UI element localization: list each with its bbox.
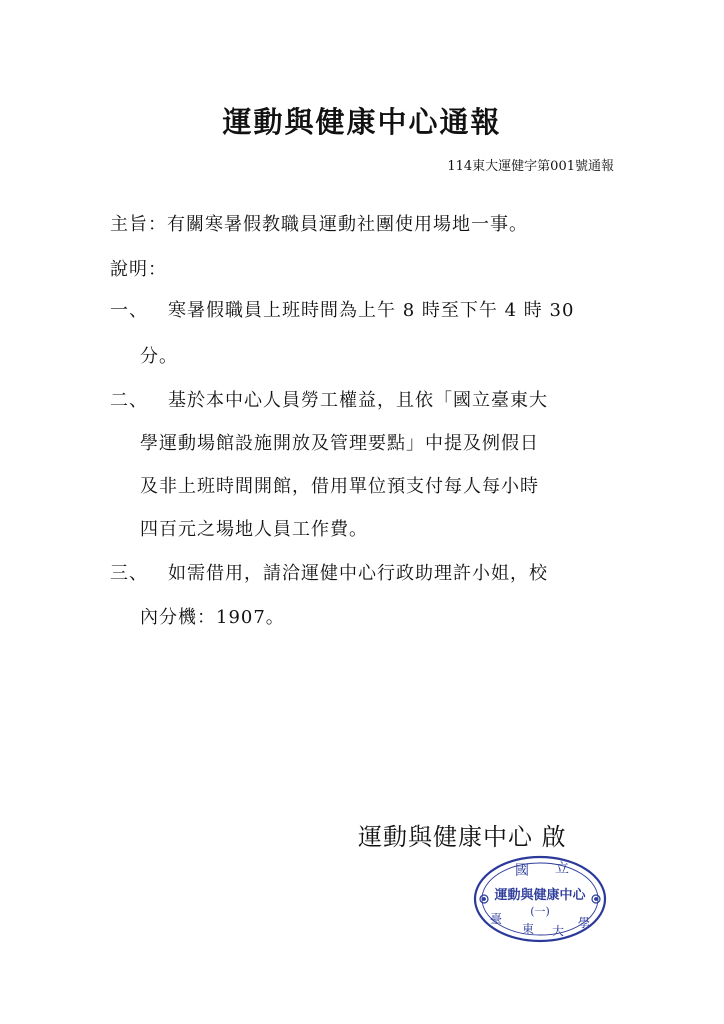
document-title: 運動與健康中心通報 xyxy=(222,105,502,139)
item-1-text-line-1: 寒暑假職員上班時間為上午 8 時至下午 4 時 30 xyxy=(168,300,575,321)
item-2-number: 二、 xyxy=(110,390,148,411)
item-3-text-line-1: 如需借用，請洽運健中心行政助理許小姐，校 xyxy=(168,563,548,584)
subject-line: 主旨：有關寒暑假教職員運動社團使用場地一事。 xyxy=(110,214,528,235)
signature-line: 運動與健康中心 啟 xyxy=(358,823,567,851)
item-3-text-line-2: 內分機：1907。 xyxy=(140,607,285,628)
seal-bottom-text-3: 大 xyxy=(551,924,565,938)
official-seal-stamp xyxy=(470,853,610,945)
item-1-first-line xyxy=(110,296,574,322)
item-2-text-line-3: 及非上班時間開館，借用單位預支付每人每小時 xyxy=(140,476,539,497)
explanation-label: 說明： xyxy=(110,259,167,280)
item-2-first-line xyxy=(110,386,548,412)
item-1-text-line-2: 分。 xyxy=(140,346,178,367)
seal-left-flower-icon xyxy=(480,895,488,903)
seal-top-text-1: 國 xyxy=(515,863,529,879)
seal-bottom-text-4: 學 xyxy=(577,916,591,930)
item-2-text-line-4: 四百元之場地人員工作費。 xyxy=(140,519,368,540)
item-1-number: 一、 xyxy=(110,300,148,321)
seal-top-text-2: 立 xyxy=(555,861,569,877)
item-2-text-line-2: 學運動場館設施開放及管理要點」中提及例假日 xyxy=(140,433,539,454)
item-3-number: 三、 xyxy=(110,563,148,584)
seal-right-flower-icon xyxy=(592,895,600,903)
item-2-text-line-1: 基於本中心人員勞工權益，且依「國立臺東大 xyxy=(168,390,548,411)
seal-bottom-text-1: 臺 xyxy=(489,912,503,926)
item-3-first-line xyxy=(110,559,548,585)
seal-bottom-text-2: 東 xyxy=(521,922,535,936)
document-number: 114東大運健字第001號通報 xyxy=(447,159,614,174)
seal-center-text: 運動與健康中心 xyxy=(494,888,586,903)
seal-sub-text: (一) xyxy=(530,905,550,918)
